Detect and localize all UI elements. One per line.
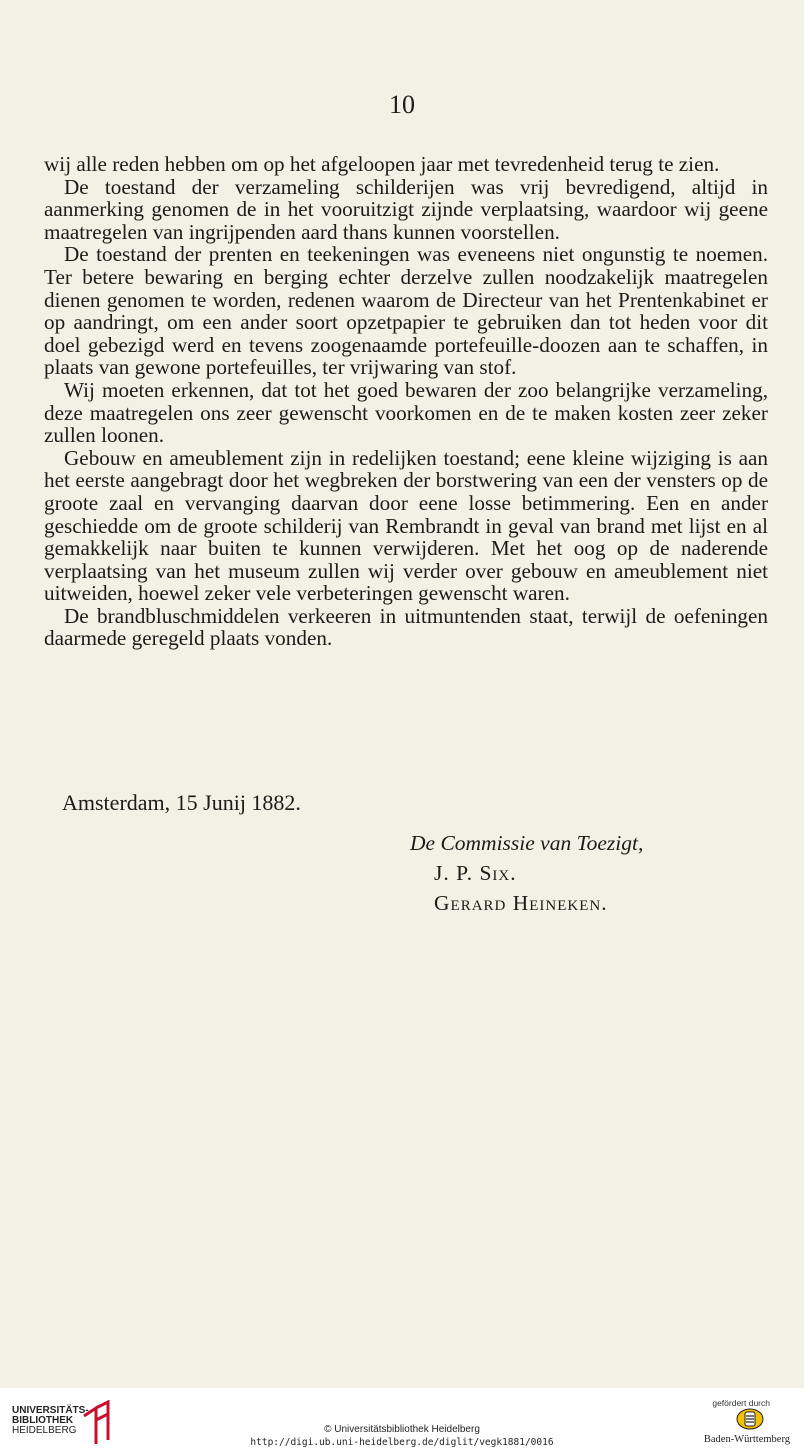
library-name-line: HEIDELBERG — [12, 1425, 77, 1436]
paragraph: De brandbluschmiddelen verkeeren in uitmuntenden staat, terwijl de oefeningen daarmede geregeld plaats vonden. — [44, 603, 768, 651]
paragraph: wij alle reden hebben om op het afgeloopen jaar met tevredenheid terug te zien. — [44, 152, 720, 176]
paragraph: De toestand der prenten en teekeningen was eveneens niet ongunstig te noemen. Ter betere bewaring en berging echter derzelve zullen noodzakelijk maatregelen dienen genomen te worden, redenen waarom de Directeur van het Prentenkabinet er op aandringt, om een ander soort opzetpapier te gebruiken dan tot heden voor dit doel gebezigd werd en tevens zoogenaamde portefeuille-doozen aan te schaffen, in plaats van gewone portefeuilles, ter vrijwaring van stof. — [44, 242, 768, 380]
signature-block — [410, 828, 643, 918]
funder-name: Baden-Württemberg — [703, 1434, 790, 1445]
body-text — [44, 153, 768, 650]
place-date: Amsterdam, 15 Junij 1882. — [62, 790, 301, 815]
source-url[interactable]: http://digi.ub.uni-heidelberg.de/diglit/vegk1881/0016 — [250, 1437, 554, 1448]
commission-title: De Commissie van Toezigt, — [410, 831, 644, 855]
signatory-name: J. P. Six. — [434, 861, 517, 885]
footer — [0, 1388, 804, 1450]
copyright-notice: © Universitätsbibliothek Heidelberg — [324, 1424, 480, 1435]
coat-of-arms-icon — [736, 1408, 764, 1430]
library-name-line: BIBLIOTHEK — [12, 1415, 74, 1426]
library-name-line: UNIVERSITÄTS- — [12, 1405, 89, 1416]
paragraph: Gebouw en ameublement zijn in redelijken toestand; eene kleine wijziging is aan het eerste aangebragt door het wegbreken der borstwering van een der vensters op de groote zaal en vervanging daarvan door eene losse betimmering. Een en ander geschiedde om de groote schilderij van Rembrandt in geval van brand met lijst en al gemakkelijk naar buiten te kunnen verwijderen. Met het oog op de naderende verplaatsing van het museum zullen wij verder over gebouw en ameublement niet uitweiden, hoewel zeker vele verbeteringen gewenscht waren. — [44, 445, 768, 606]
paragraph: De toestand der verzameling schilderijen was vrij bevredigend, altijd in aanmerking genomen de in het vooruitzigt zijnde verplaatsing, waardoor wij geene maatregelen van ingrijpenden aard thans kunnen voorstellen. — [44, 174, 768, 244]
funding-label: gefördert durch — [712, 1398, 770, 1408]
paragraph: Wij moeten erkennen, dat tot het goed bewaren der zoo belangrijke verzameling, deze maatregelen ons zeer gewenscht voorkomen en de te maken kosten zeer zeker zullen loonen. — [44, 377, 768, 448]
signatory-name: Gerard Heineken. — [434, 891, 608, 915]
page-number: 10 — [389, 90, 415, 119]
